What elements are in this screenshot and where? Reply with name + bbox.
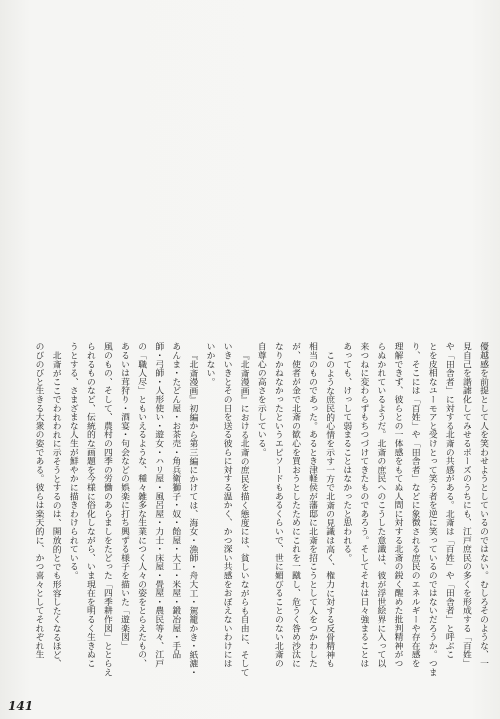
text-column: うとする、さまざまな人生が鮮やかに描きわけられている。 <box>67 342 78 580</box>
body-text <box>29 342 491 694</box>
text-column: 風のもの、そして、農村の四季の労働のあらましをたどった「四季耕作図」ととらえ <box>101 342 112 677</box>
text-column: り、そこには「百姓」や「田舎者」などに象徴される庶民のエネルギーや存在感を <box>409 342 420 668</box>
text-column: あっても、けっして弱まることはなかったと思われる。 <box>341 342 352 562</box>
text-column: 自尊心の高さを示している。 <box>255 342 266 457</box>
text-column: いきいきとその日を送る彼らに対する温かく、かつ深い共感をおぼえないわけには <box>221 342 232 668</box>
text-column: 師・弓師・人形使い・遊女・ハリ屋・風呂屋・力士・床屋・畳屋・農民等々、江戸 <box>153 342 164 668</box>
text-column: いかない。 <box>204 342 215 386</box>
text-column: あんま・たどん屋・お茶売・角兵衛獅子・奴・飴屋・大工・米屋・鍛冶屋・手品 <box>170 342 181 659</box>
text-column: られるものなど、伝統的な画題を今様に俗化しながら、いま現在を明るく生きぬこ <box>84 342 95 668</box>
text-column: 相当のものであった。あるとき津軽侯が藩邸に北斎を招こうとして人をつかわした <box>307 342 318 668</box>
text-column: らぬかれているようだ。北斎の庶民へのこうした意識は、彼が浮世絵界に入って以 <box>375 342 386 668</box>
text-column: 『北斎漫画』初編から第三編にかけては、海女・漁師・舟大工・駕籠かき・紙漉・ <box>187 350 198 677</box>
text-column: 理解できず、彼らとの一体感をもてぬ人間に対する北斎の鋭く醒めた批判精神がつ <box>392 342 403 668</box>
text-column: あるいは茸狩り・酒宴・句会などの娯楽に打ち興ずる様子を描いた「遊楽図」 <box>119 342 130 650</box>
text-column: 見自己を諧謔化してみせるポーズのうちにも、江戸庶民の多くを形成する「百姓」 <box>460 342 471 668</box>
text-column: のびのびと生きる大衆の姿である。彼らは楽天的に、かつ喜々としてそれぞれ生 <box>33 342 44 659</box>
text-column: なりかねなかったというエピソードもあるくらいで、世に媚びることのない北斎の <box>272 342 283 668</box>
text-column: とを皮相なユーモアと受けとって笑う者を逆に笑っているのではないだろうか。つま <box>426 342 437 677</box>
text-column: が、使者が金で北斎の歓心を買おうとしたためにこれを一蹴し、危うく咎め沙汰に <box>289 342 300 668</box>
text-column: このような庶民的心情を示す一方で北斎の見識は高く、権力に対する反骨精神も <box>324 350 335 668</box>
text-column: 来つねに変わらずもちつづけてきたものであろう。そしてそれは日々強まることは <box>358 342 369 668</box>
page-number: 141 <box>8 699 34 713</box>
text-column: や「田舎者」に対する北斎の共感がある。北斎は「百姓」や「田舎者」と呼ぶこ <box>443 342 454 659</box>
text-column: の「職人尽」ともいえるような、種々雑多な生業につく人々の姿をとらえたもの、 <box>136 342 147 668</box>
text-column: 『北斎漫画』における北斎の庶民を描く態度には、貧しいながらも自由に、そして <box>238 350 249 677</box>
text-column: 優越感を前提として人を笑わせようとしているのではない。むしろそのような、一 <box>478 342 488 668</box>
text-column: 北斎がここでわれわれに示そうとするのは、開放的とでも形容したくなるほど、 <box>50 350 61 668</box>
